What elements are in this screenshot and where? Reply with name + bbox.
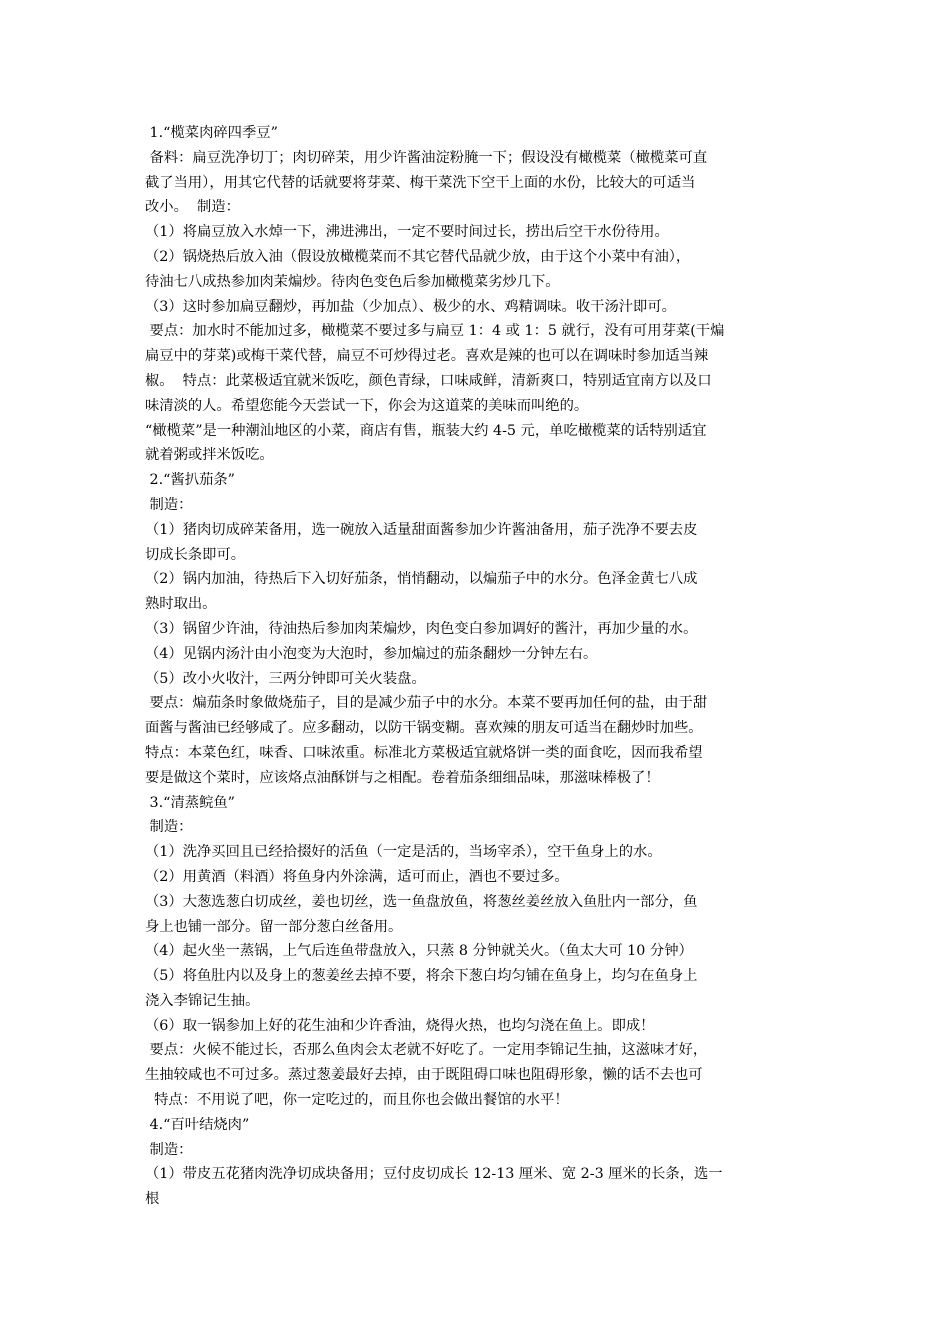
text-line: （6）取一锅参加上好的花生油和少许香油，烧得火热，也均匀浇在鱼上。即成！: [145, 1017, 655, 1034]
text-line: 制造：: [145, 819, 193, 836]
text-line: 2.“酱扒茄条”: [145, 472, 235, 489]
text-line: 改小。 制造：: [145, 199, 240, 216]
text-line: 身上也铺一部分。留一部分葱白丝备用。: [145, 918, 403, 935]
text-line: 生抽较咸也不可过多。蒸过葱姜最好去掉，由于既阻碍口味也阻碍形象，懒的话不去也可: [145, 1067, 703, 1084]
text-line: 3.“清蒸鲩鱼”: [145, 794, 235, 811]
text-line: 特点：不用说了吧，你一定吃过的，而且你也会做出餐馆的水平！: [145, 1092, 569, 1109]
text-line: （4）见锅内汤汁由小泡变为大泡时，参加煸过的茄条翻炒一分钟左右。: [145, 645, 598, 662]
text-line: （4）起火坐一蒸锅，上气后连鱼带盘放入，只蒸 8 分钟就关火。（鱼太大可 10 分钟）: [145, 943, 693, 960]
text-line: （5）改小火收汁，三两分钟即可关火装盘。: [145, 670, 426, 687]
text-line: 椒。 特点：此菜极适宜就米饭吃，颜色青绿，口味咸鲜，清新爽口，特别适宜南方以及口: [145, 372, 712, 389]
text-line: 扁豆中的芽菜)或梅干菜代替，扁豆不可炒得过老。喜欢是辣的也可以在调味时参加适当辣: [145, 348, 709, 365]
document-body: [145, 121, 807, 1212]
text-line: 待油七八成热参加肉茉煸炒。待肉色变色后参加橄榄菜劣炒几下。: [145, 273, 560, 290]
text-line: （2）锅内加油，待热后下入切好茄条，悄悄翻动，以煸茄子中的水分。色泽金黄七八成: [145, 571, 698, 588]
text-line: 要点：火候不能过长，否那么鱼肉会太老就不好吃了。一定用李锦记生抽，这滋味才好，: [145, 1042, 708, 1059]
text-line: 截了当用），用其它代替的话就要将芽菜、梅干菜洗下空干上面的水份，比较大的可适当: [145, 174, 696, 191]
text-line: “橄榄菜”是一种潮汕地区的小菜，商店有售，瓶装大约 4-5 元，单吃橄榄菜的话特别适宜: [145, 422, 707, 439]
text-line: （1）将扁豆放入水焯一下，沸进沸出，一定不要时间过长，捞出后空干水份待用。: [145, 224, 669, 241]
text-line: 要点：加水时不能加过多，橄榄菜不要过多与扁豆 1：4 或 1：5 就行，没有可用芽菜(干煸: [145, 323, 725, 340]
text-line: （5）将鱼肚内以及身上的葱姜丝去掉不要，将余下葱白均匀铺在鱼身上，均匀在鱼身上: [145, 968, 698, 985]
text-line: 特点：本菜色红，味香、口味浓重。标准北方菜极适宜就烙饼一类的面食吃，因而我希望: [145, 744, 703, 761]
text-line: （3）锅留少许油，待油热后参加肉茉煸炒，肉色变白参加调好的酱汁，再加少量的水。: [145, 620, 698, 637]
text-line: （2）锅烧热后放入油（假设放橄榄菜而不其它替代品就少放，由于这个小菜中有油），: [145, 248, 691, 265]
text-line: （1）带皮五花猪肉洗净切成块备用；豆付皮切成长 12-13 厘米、宽 2-3 厘米的长条，选一: [145, 1166, 723, 1183]
text-line: 要是做这个菜时，应该烙点油酥饼与之相配。卷着茄条细细品味，那滋味棒极了！: [145, 769, 660, 786]
text-line: 1.“榄菜肉碎四季豆”: [145, 125, 278, 141]
text-line: 要点：煸茄条时象做烧茄子，目的是减少茄子中的水分。本菜不要再加任何的盐，由于甜: [145, 695, 708, 712]
text-line: （2）用黄酒（料酒）将鱼身内外涂满，适可而止，酒也不要过多。: [145, 868, 569, 885]
text-line: 面酱与酱油已经够咸了。应多翻动，以防干锅变糊。喜欢辣的朋友可适当在翻炒时加些。: [145, 720, 703, 737]
text-line: （3）这时参加扁豆翻炒，再加盐（少加点）、极少的水、鸡精调味。收干汤汁即可。: [145, 298, 676, 315]
text-line: 味清淡的人。希望您能今天尝试一下，你会为这道菜的美味而叫绝的。: [145, 397, 589, 414]
text-line: 4.“百叶结烧肉”: [145, 1116, 250, 1133]
text-line: （1）猪肉切成碎茉备用，选一碗放入适量甜面酱参加少许酱油备用，茄子洗净不要去皮: [145, 521, 698, 538]
text-line: 就着粥或拌米饭吃。: [145, 447, 274, 464]
text-line: 根: [145, 1191, 160, 1208]
text-line: （1）洗净买回且已经拾掇好的活鱼（一定是活的，当场宰杀），空干鱼身上的水。: [145, 844, 662, 861]
text-line: 制造：: [145, 496, 193, 513]
text-line: 浇入李锦记生抽。: [145, 992, 260, 1009]
text-line: （3）大葱选葱白切成丝，姜也切丝，选一鱼盘放鱼，将葱丝姜丝放入鱼肚内一部分，鱼: [145, 893, 698, 910]
text-line: 制造：: [145, 1141, 193, 1158]
text-line: 备料：扁豆洗净切丁；肉切碎茉，用少许酱油淀粉腌一下；假设没有橄榄菜（橄榄菜可直: [145, 149, 708, 166]
text-line: 熟时取出。: [145, 596, 217, 613]
text-line: 切成长条即可。: [145, 546, 246, 563]
